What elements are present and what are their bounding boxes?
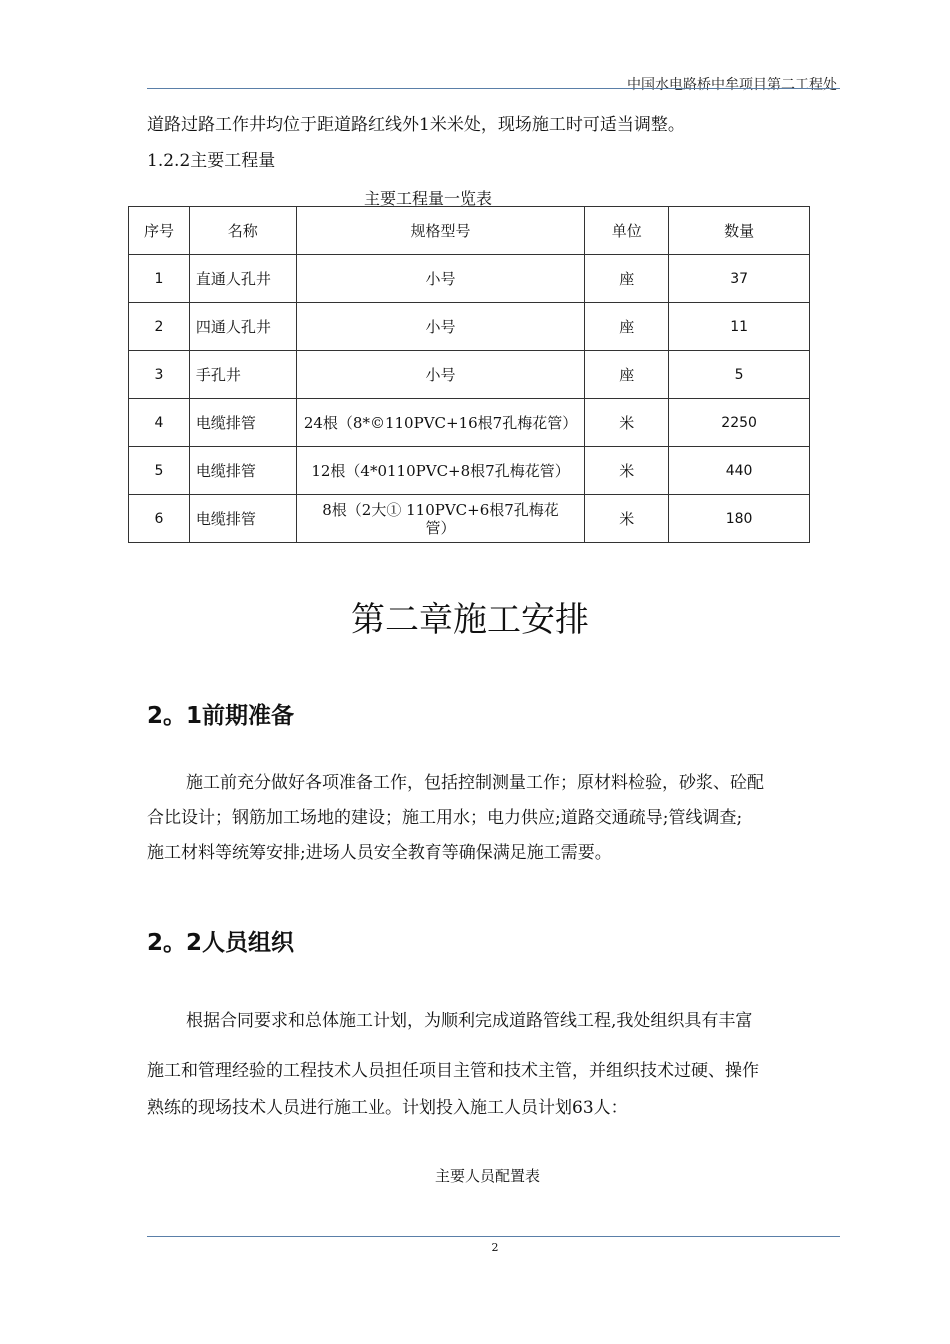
row-name: 电缆排管 bbox=[189, 495, 296, 543]
row-spec: 24根（8*©110PVC+16根7孔梅花管） bbox=[296, 399, 585, 447]
staff-paragraph-line: 施工和管理经验的工程技术人员担任项目主管和技术主管，并组织技术过硬、操作 bbox=[147, 1061, 759, 1081]
row-unit: 米 bbox=[585, 399, 669, 447]
header-cell-name: 名称 bbox=[189, 207, 296, 255]
staff-paragraph-line: 根据合同要求和总体施工计划，为顺利完成道路管线工程,我处组织具有丰富 bbox=[186, 1011, 753, 1031]
works-table bbox=[128, 206, 810, 543]
prep-paragraph bbox=[147, 766, 840, 871]
table-row bbox=[129, 447, 810, 495]
header-cell-quantity: 数量 bbox=[669, 207, 810, 255]
footer-rule bbox=[147, 1236, 840, 1237]
row-name: 电缆排管 bbox=[189, 399, 296, 447]
row-quantity: 440 bbox=[669, 447, 810, 495]
row-unit: 座 bbox=[585, 351, 669, 399]
row-quantity: 11 bbox=[669, 303, 810, 351]
page-number: 2 bbox=[491, 1241, 499, 1254]
row-unit: 座 bbox=[585, 303, 669, 351]
row-name: 电缆排管 bbox=[189, 447, 296, 495]
row-unit: 米 bbox=[585, 447, 669, 495]
table-row bbox=[129, 399, 810, 447]
row-spec: 小号 bbox=[296, 255, 585, 303]
row-quantity: 180 bbox=[669, 495, 810, 543]
row-spec: 小号 bbox=[296, 351, 585, 399]
header-rule bbox=[147, 88, 840, 89]
row-index: 4 bbox=[129, 399, 190, 447]
prep-line: 施工前充分做好各项准备工作，包括控制测量工作；原材料检验，砂浆、砼配 bbox=[186, 773, 764, 793]
row-spec: 12根（4*0110PVC+8根7孔梅花管） bbox=[296, 447, 585, 495]
row-unit: 米 bbox=[585, 495, 669, 543]
section-heading-staff: 2。2人员组织 bbox=[147, 930, 295, 956]
row-index: 1 bbox=[129, 255, 190, 303]
row-index: 6 bbox=[129, 495, 190, 543]
row-name: 四通人孔井 bbox=[189, 303, 296, 351]
row-unit: 座 bbox=[585, 255, 669, 303]
row-index: 3 bbox=[129, 351, 190, 399]
chapter-title: 第二章施工安排 bbox=[351, 600, 589, 640]
intro-line: 道路过路工作井均位于距道路红线外1米米处，现场施工时可适当调整。 bbox=[147, 115, 685, 135]
staff-paragraph-line: 熟练的现场技术人员进行施工业。计划投入施工人员计划63人： bbox=[147, 1098, 628, 1118]
row-name: 直通人孔井 bbox=[189, 255, 296, 303]
table-header-row bbox=[129, 207, 810, 255]
row-name: 手孔井 bbox=[189, 351, 296, 399]
row-spec: 小号 bbox=[296, 303, 585, 351]
table-row bbox=[129, 495, 810, 543]
header-cell-spec: 规格型号 bbox=[296, 207, 585, 255]
prep-line: 施工材料等统筹安排;进场人员安全教育等确保满足施工需要。 bbox=[147, 843, 612, 863]
row-index: 5 bbox=[129, 447, 190, 495]
staff-table-caption: 主要人员配置表 bbox=[435, 1167, 541, 1185]
table-row bbox=[129, 303, 810, 351]
prep-line: 合比设计；钢筋加工场地的建设；施工用水；电力供应;道路交通疏导;管线调查; bbox=[147, 808, 743, 828]
table-row bbox=[129, 255, 810, 303]
row-quantity: 37 bbox=[669, 255, 810, 303]
subsection-heading: 1.2.2主要工程量 bbox=[147, 151, 276, 171]
table-row bbox=[129, 351, 810, 399]
row-quantity: 5 bbox=[669, 351, 810, 399]
header-cell-unit: 单位 bbox=[585, 207, 669, 255]
row-index: 2 bbox=[129, 303, 190, 351]
row-spec: 8根（2大① 110PVC+6根7孔梅花管） bbox=[296, 495, 585, 543]
section-heading-prep: 2。1前期准备 bbox=[147, 703, 295, 729]
header-cell-index: 序号 bbox=[129, 207, 190, 255]
page-header-title: 中国水电路桥中牟项目第二工程处 bbox=[627, 77, 837, 93]
table-caption: 主要工程量一览表 bbox=[364, 189, 493, 208]
row-quantity: 2250 bbox=[669, 399, 810, 447]
